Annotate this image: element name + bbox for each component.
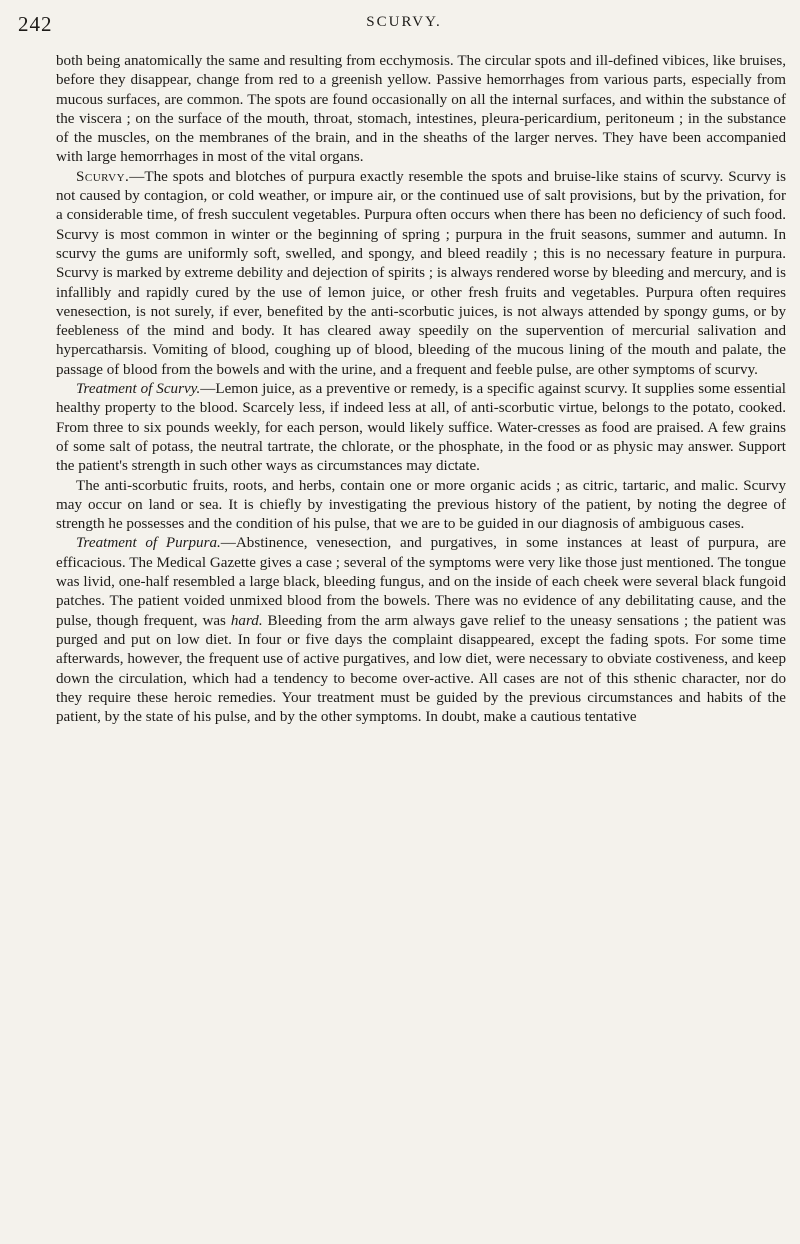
section-lead-treatment-of-scurvy: Treatment of Scurvy. <box>76 381 201 398</box>
running-head: SCURVY. <box>366 14 442 30</box>
paragraph-text: —Lemon juice, as a preventive or remedy, is a specific against scurvy. It supplies some essential healthy property to the blood. Scarcely less, if indeed less at all, of anti-scorbutic virtue, belongs to the potato, cooked. From three to six pounds weekly, for each person, would likely suffice. Water-cresses as food are praised. A few grains of some salt of potass, the neutral tartrate, the chlorate, or the phosphate, in the food or as physic may answer. Support the patient's strength in such other ways as circumstances may dictate. <box>56 381 786 475</box>
section-lead-treatment-of-purpura: Treatment of Purpura. <box>76 535 221 552</box>
paragraph-anti-scorbutic <box>56 477 786 535</box>
paragraph-ecchymosis <box>56 52 786 168</box>
body-text <box>56 52 786 727</box>
section-lead-scurvy: Scurvy. <box>76 168 130 185</box>
paragraph-treatment-of-scurvy <box>56 380 786 476</box>
paragraph-text: The anti-scorbutic fruits, roots, and herbs, contain one or more organic acids ; as citric, tartaric, and malic. Scurvy may occur on land or sea. It is chiefly by investigating the previous history of the patient, by noting the degree of strength he possesses and the condition of his pulse, that we are to be guided in our diagnosis of ambiguous cases. <box>56 477 786 533</box>
paragraph-text: —The spots and blotches of purpura exactly resemble the spots and bruise-like stains of scurvy. Scurvy is not caused by contagion, or cold weather, or impure air, or the continued use of salt provisions, but by the privation, for a considerable time, of fresh succulent vegetables. Purpura often occurs when there has been no deficiency of such food. Scurvy is most common in winter or the beginning of spring ; purpura in the fruit seasons, summer and autumn. In scurvy the gums are uniformly soft, swelled, and spongy, and bleed readily ; this is no necessary feature in purpura. Scurvy is marked by extreme debility and dejection of spirits ; is always rendered worse by bleeding and mercury, and is infallibly and rapidly cured by the use of lemon juice, or other fresh fruits and vegetables. Purpura often requires venesection, is not surely, if ever, benefited by the anti-scorbutic juices, is not always attended by spongy gums, or by feebleness of the mind and body. It has cleared away speedily on the supervention of mercurial salivation and hypercatharsis. Vomiting of blood, coughing up of blood, bleeding of the mucous lining of the mouth and palate, the passage of blood from the bowels and with the urine, and a frequent and feeble pulse, are other symptoms of scurvy. <box>56 168 786 378</box>
paragraph-text: Bleeding from the arm always gave relief to the uneasy sensations ; the patient was purged and put on low diet. In four or five days the complaint disappeared, except the fading spots. For some time afterwards, however, the frequent use of active purgatives, and low diet, were necessary to obviate costiveness, and keep down the circulation, which had a tendency to become over-active. All cases are not of this sthenic character, nor do they require these heroic remedies. Your treatment must be guided by the previous circumstances and habits of the patient, by the state of his pulse, and by the other symptoms. In doubt, make a cautious tentative <box>56 612 786 726</box>
page-number: 242 <box>18 12 53 36</box>
paragraph-text: —Abstinence, venesection, and purgatives, in some instances at least of purpura, are efficacious. The Medical Gazette gives a case ; several of the symptoms were very like those just mentioned. The tongue was livid, one-half resembled a large black, bleeding fungus, and on the inside of each cheek were several black fungoid patches. The patient voided unmixed blood from the bowels. There was no evidence of any debilitating cause, and the pulse, though frequent, was <box>56 535 786 629</box>
paragraph-text: both being anatomically the same and resulting from ecchymosis. The circular spots and ill-defined vibices, like bruises, before they disappear, change from red to a greenish yellow. Passive hemorrhages from various parts, especially from mucous surfaces, are common. The spots are found occasionally on all the internal surfaces, and within the substance of the viscera ; on the surface of the mouth, throat, stomach, intestines, pleura-pericardium, peritoneum ; in the substance of the muscles, on the membranes of the brain, and in the sheaths of the larger nerves. They have been accompanied with large hemorrhages in most of the vital organs. <box>56 53 786 166</box>
paragraph-treatment-of-purpura <box>56 534 786 727</box>
page-header <box>18 12 770 44</box>
paragraph-scurvy <box>56 168 786 380</box>
emphasis-hard: hard. <box>230 612 263 629</box>
